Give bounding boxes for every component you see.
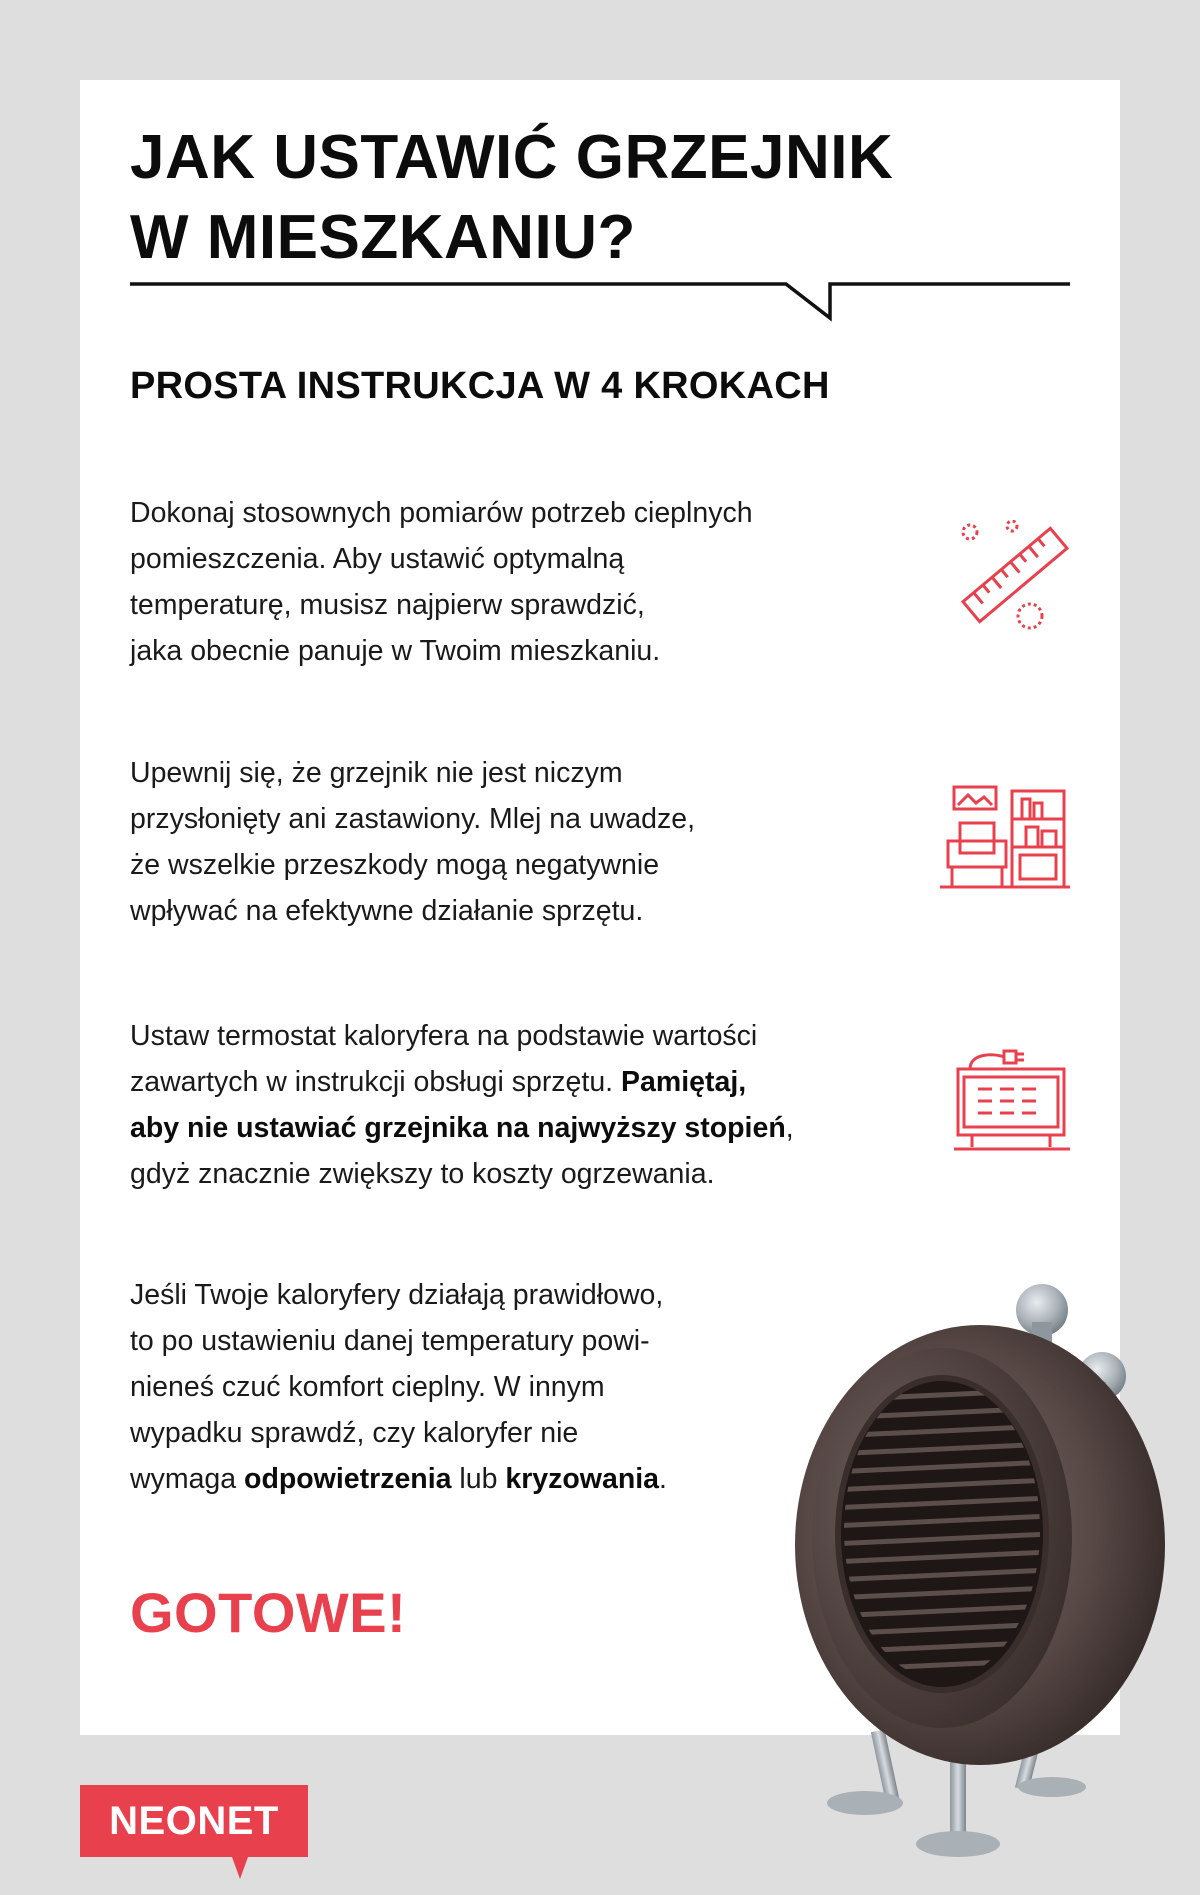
step-2-line: że wszelkie przeszkody mogą negatywnie [130,849,660,881]
step-4-line: to po ustawieniu danej temperatury powi- [130,1325,650,1357]
step-3-text-regular: zawartych w instrukcji obsługi sprzętu. [130,1066,622,1098]
step-4-line: nieneś czuć komfort cieplny. W innym [130,1371,605,1403]
step-4-line: Jeśli Twoje kaloryfery działają prawidłowo, [130,1279,664,1311]
step-3-line: gdyż znacznie zwiększy to koszty ogrzewania. [130,1158,715,1190]
step-2-line: przysłonięty ani zastawiony. Mlej na uwadze, [130,803,695,835]
step-4-text-regular: . [659,1463,667,1495]
step-3-text-regular: , [785,1112,794,1144]
step-1-line: pomieszczenia. Aby ustawić optymalną [130,543,625,575]
step-4-line: wypadku sprawdź, czy kaloryfer nie [130,1417,579,1449]
step-1-line: jaka obecnie panuje w Twoim mieszkaniu. [130,635,661,667]
step-1-text [130,490,910,674]
step-2-line: wpływać na efektywne działanie sprzętu. [130,895,644,927]
step-3-text-bold: aby nie ustawiać grzejnika na najwyższy stopień [130,1112,786,1144]
step-2-text [130,750,910,934]
step-2-line: Upewnij się, że grzejnik nie jest niczym [130,757,623,789]
step-1-line: Dokonaj stosownych pomiarów potrzeb cieplnych [130,497,753,529]
step-4-text-regular: lub [451,1463,506,1495]
page-title [130,118,1070,278]
ruler-measure-icon [950,520,1080,630]
step-4-text-bold: kryzowania [505,1463,660,1495]
title-line-2: W MIESZKANIU? [130,203,636,272]
step-4-text-bold: odpowietrzenia [244,1463,452,1495]
step-1-line: temperaturę, musisz najpierw sprawdzić, [130,589,645,621]
step-3-text [130,1013,910,1197]
step-2 [130,750,910,934]
furniture-room-icon [940,783,1070,893]
page-subtitle: PROSTA INSTRUKCJA W 4 KROKACH [130,365,830,407]
neonet-logo-text: NEONET [109,1798,279,1843]
title-line-1: JAK USTAWIĆ GRZEJNIK [130,123,894,192]
step-1 [130,490,910,674]
fan-heater-icon [770,1260,1170,1880]
step-3-line [130,1105,910,1151]
step-4-text-regular: wymaga [130,1463,245,1495]
step-3-line [130,1059,910,1105]
step-3-line: Ustaw termostat kaloryfera na podstawie wartości [130,1020,758,1052]
step-3-text-bold: Pamiętaj, [621,1066,747,1098]
step-3 [130,1013,910,1197]
speech-bubble-divider [130,276,1070,326]
done-label: GOTOWE! [130,1581,407,1644]
radiator-thermostat-icon [950,1045,1080,1155]
